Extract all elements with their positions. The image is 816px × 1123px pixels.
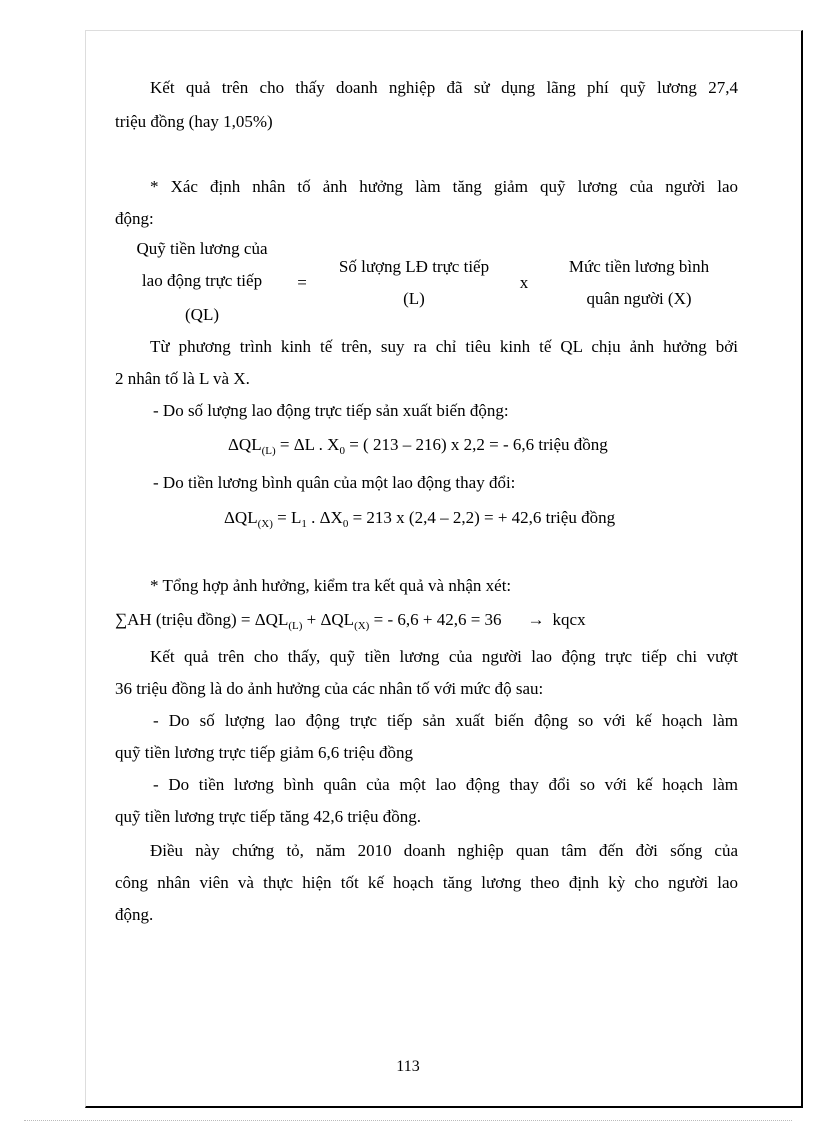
p2-line1: * Xác định nhân tố ảnh hưởng làm tăng giảm quỹ lương của người lao bbox=[150, 177, 738, 196]
arrow-right-icon: → bbox=[527, 610, 545, 629]
formula-2-sub2: 1 bbox=[301, 518, 307, 530]
formula-3-part3: = - 6,6 + 42,6 = 36 bbox=[369, 610, 502, 629]
p5-line1: Kết quả trên cho thấy, quỹ tiền lương của người lao động trực tiếp chi vượt bbox=[150, 647, 738, 666]
eq-right-line1: Mức tiền lương bình bbox=[568, 257, 710, 276]
formula-1 bbox=[228, 435, 608, 457]
eq-mid-line1: Số lượng LĐ trực tiếp bbox=[338, 257, 490, 276]
formula-2 bbox=[224, 508, 616, 530]
bullet-4-line2: quỹ tiền lương trực tiếp tăng 42,6 triệu đồng. bbox=[115, 807, 421, 826]
formula-2-part2: = L bbox=[272, 508, 302, 527]
formula-1-part3: = ( 213 – 216) x 2,2 = - 6,6 triệu đồng bbox=[344, 435, 608, 454]
page-number: 113 bbox=[396, 1058, 420, 1075]
formula-3-part2: + ΔQL bbox=[302, 610, 355, 629]
bottom-dotted-rule bbox=[24, 1120, 792, 1121]
bullet-2: - Do tiền lương bình quân của một lao động thay đổi: bbox=[153, 473, 516, 492]
p6-line1: Điều này chứng tỏ, năm 2010 doanh nghiệp quan tâm đến đời sống của bbox=[150, 841, 738, 860]
p6-line3: động. bbox=[115, 905, 154, 924]
p3-line2: 2 nhân tố là L và X. bbox=[115, 369, 250, 388]
eq-left-line2: lao động trực tiếp bbox=[141, 271, 263, 290]
formula-2-part4: = 213 x (2,4 – 2,2) = + 42,6 triệu đồng bbox=[348, 508, 616, 527]
bullet-4-line1: - Do tiền lương bình quân của một lao động thay đổi so với kế hoạch làm bbox=[153, 775, 738, 794]
bullet-1: - Do số lượng lao động trực tiếp sản xuất biến động: bbox=[153, 401, 509, 420]
eq-right-line2: quân người (X) bbox=[586, 289, 692, 308]
formula-2-part1: ΔQL bbox=[224, 508, 258, 527]
eq-left-line3: (QL) bbox=[185, 305, 219, 324]
eq-left-line1: Quỹ tiền lương của bbox=[136, 239, 268, 258]
formula-1-sub1: (L) bbox=[261, 445, 276, 457]
formula-2-sub3: 0 bbox=[342, 518, 349, 530]
formula-3-sub1: (L) bbox=[288, 620, 303, 632]
p4-line1: * Tổng hợp ảnh hưởng, kiểm tra kết quả và nhận xét: bbox=[150, 576, 512, 595]
formula-1-part2: = ΔL . X bbox=[275, 435, 340, 454]
formula-2-part3: . ΔX bbox=[306, 508, 343, 527]
formula-3-sub2: (X) bbox=[354, 620, 370, 632]
bullet-3-line2: quỹ tiền lương trực tiếp giảm 6,6 triệu đồng bbox=[115, 743, 413, 762]
formula-3 bbox=[115, 610, 586, 632]
eq-mid-line2: (L) bbox=[403, 289, 425, 308]
eq-times: x bbox=[519, 273, 529, 292]
formula-1-part1: ΔQL bbox=[228, 435, 262, 454]
formula-2-sub1: (X) bbox=[257, 518, 273, 530]
formula-1-sub2: 0 bbox=[339, 445, 345, 457]
formula-3-result: kqcx bbox=[552, 610, 586, 629]
p1-line2: triệu đồng (hay 1,05%) bbox=[115, 112, 273, 131]
eq-equals: = bbox=[297, 273, 307, 292]
p1-line1: Kết quả trên cho thấy doanh nghiệp đã sử dụng lãng phí quỹ lương 27,4 bbox=[150, 78, 738, 97]
p5-line2: 36 triệu đồng là do ảnh hưởng của các nhân tố với mức độ sau: bbox=[115, 679, 544, 698]
p2-line2: động: bbox=[115, 209, 154, 228]
p3-line1: Từ phương trình kinh tế trên, suy ra chỉ tiêu kinh tế QL chịu ảnh hưởng bởi bbox=[150, 337, 738, 356]
bullet-3-line1: - Do số lượng lao động trực tiếp sản xuất biến động so với kế hoạch làm bbox=[153, 711, 738, 730]
formula-3-part1: ∑AH (triệu đồng) = ΔQL bbox=[115, 610, 289, 629]
p6-line2: công nhân viên và thực hiện tốt kế hoạch tăng lương theo định kỳ cho người lao bbox=[115, 873, 738, 892]
